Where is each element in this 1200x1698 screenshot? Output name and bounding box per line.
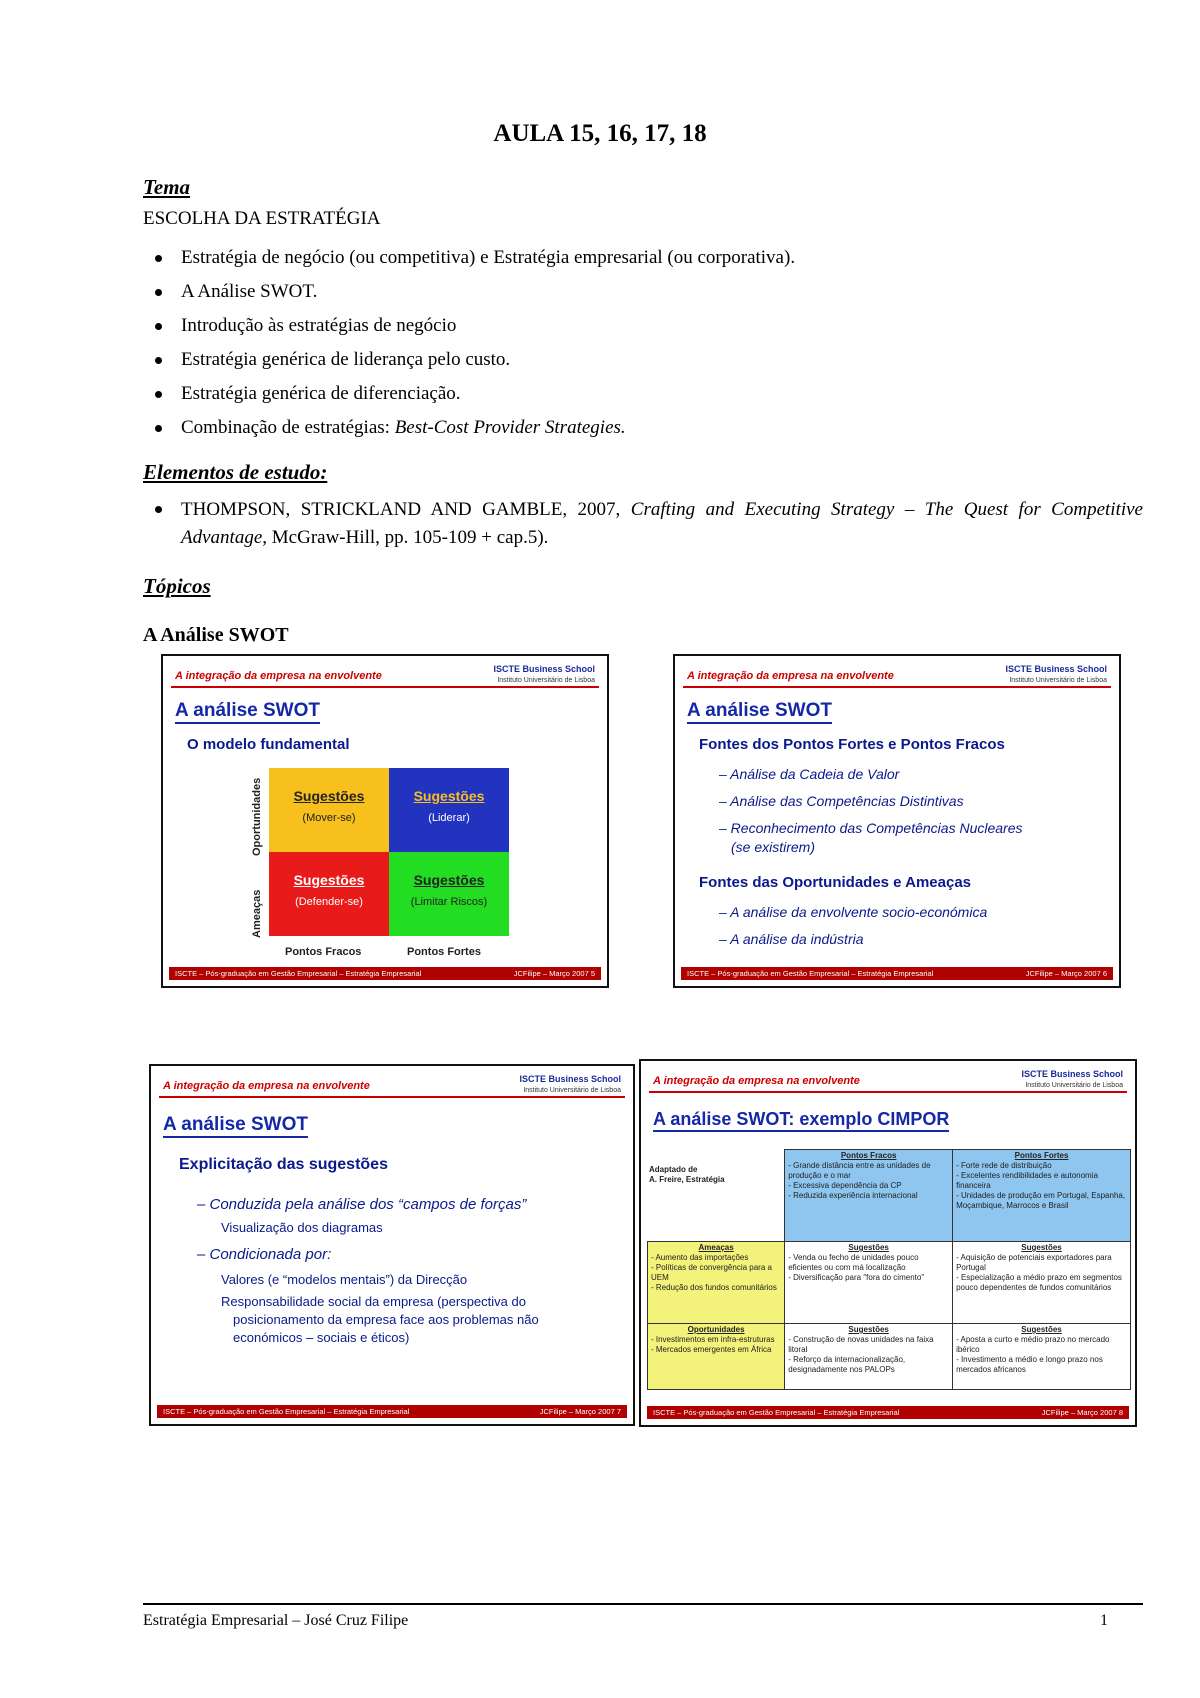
tema-list [143, 247, 795, 451]
footer-left: ISCTE – Pós-graduação em Gestão Empresarial – Estratégia Empresarial [163, 1407, 410, 1416]
footer-right: JCFilipe – Março 2007 8 [1041, 1408, 1123, 1417]
slide-header [649, 1069, 1127, 1093]
list-item [143, 417, 795, 451]
table-cell-oportunidades [648, 1324, 785, 1390]
topicos-heading: Tópicos [143, 574, 211, 598]
slide-header [159, 1074, 625, 1098]
logo-text: ISCTE Business School [1021, 1069, 1123, 1079]
slide-footer [647, 1406, 1129, 1419]
slide-footer [157, 1405, 627, 1418]
table-cell-empty [648, 1150, 785, 1242]
quadrant-title: Sugestões [413, 872, 485, 888]
cell-text: - Construção de novas unidades na faixa litoral - Reforço da internacionalização, designadamente nos PALOPs [788, 1335, 934, 1374]
slide-header-text: A integração da empresa na envolvente [687, 670, 894, 682]
slide-title: A análise SWOT [175, 700, 320, 724]
slide-title: A análise SWOT [687, 700, 832, 724]
slide-footer [169, 967, 601, 980]
slide-swot-cimpor [639, 1059, 1137, 1427]
tema-heading: Tema [143, 175, 191, 199]
logo-subtext: Instituto Universitário de Lisboa [523, 1087, 621, 1094]
list-item: A Análise SWOT. [143, 281, 795, 315]
quadrant-title: Sugestões [293, 788, 365, 804]
footer-right: JCFilipe – Março 2007 6 [1025, 969, 1107, 978]
slide-bullet: Fontes dos Pontos Fortes e Pontos Fracos [699, 736, 1005, 753]
slide-bullet: Explicitação das sugestões [179, 1156, 388, 1173]
slide-sub-bullet: – Conduzida pela análise dos “campos de forças” [197, 1196, 527, 1213]
slide-sub-bullet-cont: (se existirem) [731, 839, 816, 855]
quadrant-sub: (Mover-se) [302, 812, 356, 824]
footer-right: JCFilipe – Março 2007 7 [539, 1407, 621, 1416]
table-cell-fracos [785, 1150, 953, 1242]
logo-text: ISCTE Business School [493, 664, 595, 674]
cell-heading: Sugestões [848, 1325, 889, 1334]
logo-subtext: Instituto Universitário de Lisboa [1025, 1082, 1123, 1089]
slide-header-text: A integração da empresa na envolvente [163, 1080, 370, 1092]
iscte-logo [493, 664, 595, 686]
footer-divider [143, 1603, 1143, 1605]
cell-text: - Aposta a curto e médio prazo no mercado ibérico - Investimento a médio e longo prazo nos mercados africanos [956, 1335, 1110, 1374]
cell-heading: Pontos Fracos [840, 1151, 897, 1160]
logo-text: ISCTE Business School [1005, 664, 1107, 674]
slide-header-text: A integração da empresa na envolvente [653, 1075, 860, 1087]
axis-label-pontos-fracos: Pontos Fracos [285, 946, 362, 958]
slide-swot-suggestions [149, 1064, 635, 1426]
slide-sub-sub-bullet: Responsabilidade social da empresa (perspectiva do [221, 1294, 526, 1309]
ref-authors: THOMPSON, STRICKLAND AND GAMBLE, 2007, [181, 499, 621, 520]
slide-title: A análise SWOT [163, 1114, 308, 1138]
slide-sub-bullet: – Análise das Competências Distintivas [719, 793, 964, 809]
quadrant-opportunity-strength [389, 768, 509, 852]
adapted-source: A. Freire, Estratégia [649, 1175, 725, 1184]
cell-text: - Forte rede de distribuição - Excelentes rendibilidades e autonomia financeira - Unidades de produção em Portugal, Espanha, Moçambique, Marrocos e Brasil [956, 1161, 1126, 1210]
logo-text: ISCTE Business School [519, 1074, 621, 1084]
cell-heading: Pontos Fortes [1014, 1151, 1069, 1160]
quadrant-title: Sugestões [413, 788, 485, 804]
quadrant-sub: (Defender-se) [295, 896, 363, 908]
cell-heading: Sugestões [1021, 1243, 1062, 1252]
slide-footer [681, 967, 1113, 980]
quadrant-title: Sugestões [293, 872, 365, 888]
slide-sub-bullet: – A análise da envolvente socio-económica [719, 904, 988, 920]
axis-label-oportunidades: Oportunidades [251, 777, 263, 856]
adapted-label: Adaptado de [649, 1165, 698, 1174]
list-item: Estratégia genérica de liderança pelo custo. [143, 349, 795, 383]
list-item: Introdução às estratégias de negócio [143, 315, 795, 349]
axis-label-ameacas: Ameaças [251, 889, 263, 938]
axis-label-pontos-fortes: Pontos Fortes [407, 946, 481, 958]
cell-text: - Grande distância entre as unidades de produção e o mar - Excessiva dependência da CP - Reduzida experiência internacional [788, 1161, 931, 1200]
slide-bullet: Fontes das Oportunidades e Ameaças [699, 874, 972, 891]
table-cell-sugestoes [785, 1324, 953, 1390]
slide-swot-model [161, 654, 609, 988]
slide-sub-bullet: – A análise da indústria [719, 931, 864, 947]
logo-subtext: Instituto Universitário de Lisboa [497, 677, 595, 684]
slide-header [171, 664, 599, 688]
slide-sub-sub-bullet-cont: posicionamento da empresa face aos problemas não [233, 1312, 539, 1327]
slide-swot-sources [673, 654, 1121, 988]
logo-subtext: Instituto Universitário de Lisboa [1009, 677, 1107, 684]
list-item-text: Combinação de estratégias: [181, 417, 390, 438]
cimpor-swot-table [647, 1149, 1131, 1390]
quadrant-threat-strength [389, 852, 509, 936]
slide-sub-sub-bullet: Valores (e “modelos mentais”) da Direcção [221, 1272, 468, 1287]
table-cell-sugestoes [953, 1324, 1131, 1390]
cell-text: - Aquisição de potenciais exportadores para Portugal - Especialização a médio prazo em segmentos pouco dependentes de fundos comunitários [956, 1253, 1122, 1292]
slide-sub-bullet: – Análise da Cadeia de Valor [719, 766, 900, 782]
list-item: Estratégia genérica de diferenciação. [143, 383, 795, 417]
cell-heading: Sugestões [1021, 1325, 1062, 1334]
list-item: Estratégia de negócio (ou competitiva) e Estratégia empresarial (ou corporativa). [143, 247, 795, 281]
slide-sub-sub-bullet: Visualização dos diagramas [221, 1220, 383, 1235]
cell-text: - Investimentos em infra-estruturas - Mercados emergentes em África [651, 1335, 775, 1354]
slide-sub-sub-bullet-cont: económicos – sociais e éticos) [233, 1330, 410, 1345]
swot-subheading: A Análise SWOT [143, 624, 289, 646]
quadrant-sub: (Limitar Riscos) [410, 896, 488, 908]
cell-heading: Sugestões [848, 1243, 889, 1252]
elementos-heading: Elementos de estudo: [143, 460, 328, 484]
page-title: AULA 15, 16, 17, 18 [493, 120, 707, 147]
footer-left: ISCTE – Pós-graduação em Gestão Empresarial – Estratégia Empresarial [687, 969, 934, 978]
footer-course: Estratégia Empresarial – José Cruz Filipe [143, 1612, 409, 1629]
table-cell-ameacas [648, 1242, 785, 1324]
ref-title: Crafting and Executing Strategy – The Quest for Competitive Advantage [181, 499, 1143, 548]
tema-subtitle: ESCOLHA DA ESTRATÉGIA [143, 208, 381, 229]
slide-title: A análise SWOT: exemplo CIMPOR [653, 1109, 949, 1132]
iscte-logo [1005, 664, 1107, 686]
cell-heading: Ameaças [698, 1243, 734, 1252]
footer-left: ISCTE – Pós-graduação em Gestão Empresarial – Estratégia Empresarial [175, 969, 422, 978]
slide-sub-bullet: – Condicionada por: [197, 1246, 332, 1263]
quadrant-sub: (Liderar) [428, 812, 470, 824]
quadrant-threat-weakness [269, 852, 389, 936]
slide-sub-bullet: – Reconhecimento das Competências Nucleares [719, 820, 1023, 836]
list-item-italic: Best-Cost Provider Strategies. [394, 417, 626, 438]
table-cell-sugestoes [785, 1242, 953, 1324]
iscte-logo [519, 1074, 621, 1096]
reference-item [143, 496, 1143, 552]
footer-left: ISCTE – Pós-graduação em Gestão Empresarial – Estratégia Empresarial [653, 1408, 900, 1417]
cell-heading: Oportunidades [687, 1325, 745, 1334]
iscte-logo [1021, 1069, 1123, 1091]
table-cell-fortes [953, 1150, 1131, 1242]
cell-text: - Venda ou fecho de unidades pouco eficientes ou com má localização - Diversificação para "fora do cimento" [788, 1253, 925, 1282]
footer-right: JCFilipe – Março 2007 5 [513, 969, 595, 978]
page-number: 1 [1100, 1612, 1108, 1629]
quadrant-opportunity-weakness [269, 768, 389, 852]
table-cell-sugestoes [953, 1242, 1131, 1324]
cell-text: - Aumento das importações - Políticas de convergência para a UEM - Redução dos fundos comunitários [651, 1253, 777, 1292]
slide-subtitle: O modelo fundamental [187, 736, 350, 753]
slide-header-text: A integração da empresa na envolvente [175, 670, 382, 682]
ref-rest: , McGraw-Hill, pp. 105-109 + cap.5). [262, 527, 549, 548]
slide-header [683, 664, 1111, 688]
